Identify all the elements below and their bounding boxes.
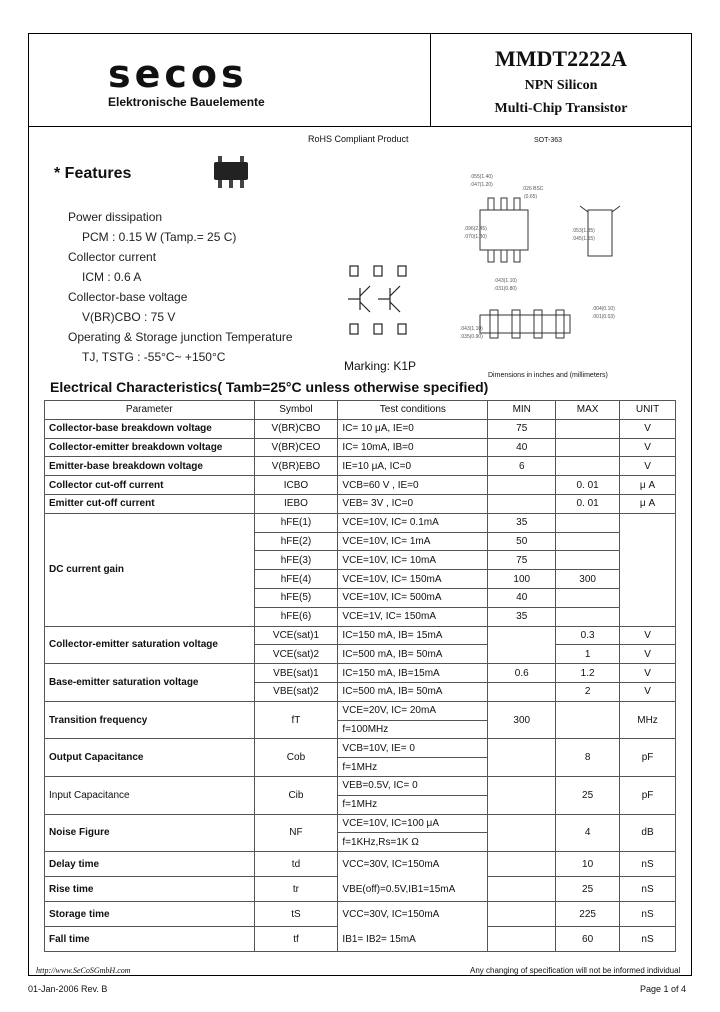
min-cell: 50 [488, 532, 556, 551]
param-cell-ft: Transition frequency [45, 701, 255, 739]
max-cell [556, 588, 620, 607]
min-cell: 35 [488, 607, 556, 626]
min-cell [488, 927, 556, 952]
max-cell [556, 532, 620, 551]
max-cell: 1 [556, 645, 620, 664]
switch-condition-4: IB1= IB2= 15mA [342, 933, 416, 945]
disclaimer: Any changing of specification will not be informed individual [470, 966, 681, 975]
feature-current-label: Collector current [68, 250, 157, 264]
max-cell [556, 438, 620, 457]
unit-cell: nS [620, 927, 676, 952]
switch-condition-3: VCC=30V, IC=150mA [342, 908, 440, 920]
min-cell [488, 814, 556, 852]
svg-text:.043(1.10): .043(1.10) [494, 278, 517, 284]
svg-text:.045(1.15): .045(1.15) [572, 236, 595, 242]
condition-cell: IC=150 mA, IB= 15mA [338, 626, 488, 645]
svg-text:.043(1.10): .043(1.10) [460, 326, 483, 332]
min-cell: 6 [488, 457, 556, 476]
unit-cell: V [620, 438, 676, 457]
param-cell-vcesat: Collector-emitter saturation voltage [45, 626, 255, 664]
package-label: SOT-363 [534, 137, 563, 144]
table-row [45, 852, 676, 877]
header-parameter: Parameter [45, 401, 255, 420]
svg-text:.004(0.10): .004(0.10) [592, 306, 615, 312]
feature-temp-label: Operating & Storage junction Temperature [68, 330, 293, 344]
company-tagline: Elektronische Bauelemente [108, 95, 265, 109]
condition-cell: VEB=0.5V, IC= 0 [338, 776, 488, 795]
header-conditions: Test conditions [338, 401, 488, 420]
param-cell: Emitter-base breakdown voltage [45, 457, 255, 476]
min-cell [488, 682, 556, 701]
condition-cell: VCE=10V, IC= 150mA [338, 570, 488, 589]
electrical-characteristics-table [44, 400, 676, 952]
table-row [45, 902, 676, 927]
features-title: * Features [54, 165, 132, 182]
unit-cell: V [620, 457, 676, 476]
min-cell: 0.6 [488, 664, 556, 683]
unit-cell: pF [620, 776, 676, 814]
unit-cell: pF [620, 739, 676, 777]
symbol-cell: V(BR)CEO [254, 438, 338, 457]
param-cell: Fall time [45, 927, 255, 952]
feature-current-value: ICM : 0.6 A [82, 270, 142, 284]
company-logo: secos [108, 52, 248, 96]
table-row [45, 626, 676, 645]
page-number: Page 1 of 4 [640, 984, 687, 994]
min-cell: 40 [488, 438, 556, 457]
symbol-cell: hFE(5) [254, 588, 338, 607]
min-cell [488, 902, 556, 927]
svg-text:.096(2.45): .096(2.45) [464, 226, 487, 232]
table-row [45, 776, 676, 795]
condition-cell: VCB=10V, IE= 0 [338, 739, 488, 758]
table-row [45, 739, 676, 758]
condition-cell: IC= 10mA, IB=0 [338, 438, 488, 457]
max-cell [556, 457, 620, 476]
header-unit: UNIT [620, 401, 676, 420]
circuit-schematic [340, 260, 420, 340]
condition-cell: VEB= 3V , IC=0 [338, 494, 488, 513]
condition-cell: VCE=10V, IC= 500mA [338, 588, 488, 607]
symbol-cell: Cib [254, 776, 338, 814]
condition-cell: IC= 10 μA, IE=0 [338, 419, 488, 438]
symbol-cell: hFE(3) [254, 551, 338, 570]
symbol-cell: IEBO [254, 494, 338, 513]
subtitle-type: Multi-Chip Transistor [494, 101, 628, 116]
condition-cell: VCE=10V, IC=100 μA [338, 814, 488, 833]
unit-cell: nS [620, 877, 676, 902]
param-cell: Rise time [45, 877, 255, 902]
max-cell [556, 551, 620, 570]
max-cell [556, 607, 620, 626]
condition-cell: IC=500 mA, IB= 50mA [338, 682, 488, 701]
symbol-cell: tf [254, 927, 338, 952]
condition-cell: f=1MHz [338, 795, 488, 814]
max-cell [556, 513, 620, 532]
unit-cell: nS [620, 852, 676, 877]
unit-cell: μ A [620, 494, 676, 513]
unit-cell [620, 513, 676, 626]
max-cell [556, 701, 620, 739]
unit-cell: V [620, 419, 676, 438]
feature-power-label: Power dissipation [68, 210, 163, 224]
website-link[interactable]: http://www.SeCoSGmbH.com [36, 966, 131, 975]
min-cell [488, 494, 556, 513]
electrical-characteristics-title: Electrical Characteristics( Tamb=25°C unless otherwise specified) [50, 379, 489, 395]
unit-cell: V [620, 664, 676, 683]
max-cell: 4 [556, 814, 620, 852]
unit-cell: dB [620, 814, 676, 852]
header-min: MIN [488, 401, 556, 420]
marking-label: Marking: K1P [344, 359, 417, 373]
condition-cell: VCE=10V, IC= 10mA [338, 551, 488, 570]
feature-voltage-value: V(BR)CBO : 75 V [82, 310, 176, 324]
dimension-note: Dimensions in inches and (millimeters) [488, 372, 608, 379]
max-cell: 10 [556, 852, 620, 877]
max-cell: 0. 01 [556, 476, 620, 495]
package-outline-drawing [460, 150, 640, 370]
max-cell: 25 [556, 776, 620, 814]
param-cell: Storage time [45, 902, 255, 927]
param-cell-cob: Output Capacitance [45, 739, 255, 777]
condition-cell: VCE=10V, IC= 1mA [338, 532, 488, 551]
max-cell: 225 [556, 902, 620, 927]
min-cell: 75 [488, 419, 556, 438]
symbol-cell: hFE(2) [254, 532, 338, 551]
svg-text:.047(1.20): .047(1.20) [470, 182, 493, 188]
svg-text:.035(0.90): .035(0.90) [460, 334, 483, 340]
min-cell [488, 852, 556, 877]
table-row [45, 419, 676, 438]
header-divider [28, 126, 692, 127]
param-cell: Collector cut-off current [45, 476, 255, 495]
param-cell: Delay time [45, 852, 255, 877]
symbol-cell: Cob [254, 739, 338, 777]
condition-cell: VCE=1V, IC= 150mA [338, 607, 488, 626]
min-cell: 300 [488, 701, 556, 739]
max-cell: 60 [556, 927, 620, 952]
part-number: MMDT2222A [495, 46, 627, 71]
condition-cell: f=1MHz [338, 758, 488, 777]
table-row [45, 494, 676, 513]
condition-cell-switch-1 [338, 852, 488, 902]
symbol-cell: VBE(sat)2 [254, 682, 338, 701]
symbol-cell: hFE(6) [254, 607, 338, 626]
switch-condition-2: VBE(off)=0.5V,IB1=15mA [342, 883, 456, 895]
revision-date: 01-Jan-2006 Rev. B [28, 984, 108, 994]
condition-cell: IE=10 μA, IC=0 [338, 457, 488, 476]
unit-cell: V [620, 626, 676, 645]
max-cell: 300 [556, 570, 620, 589]
switch-condition-1: VCC=30V, IC=150mA [342, 858, 440, 870]
param-cell-dc-gain: DC current gain [45, 513, 255, 626]
max-cell: 0. 01 [556, 494, 620, 513]
condition-cell: f=100MHz [338, 720, 488, 739]
table-header-row [45, 401, 676, 420]
min-cell [488, 626, 556, 664]
symbol-cell: V(BR)CBO [254, 419, 338, 438]
condition-cell: IC=150 mA, IB=15mA [338, 664, 488, 683]
feature-power-value: PCM : 0.15 W (Tamp.= 25 C) [82, 230, 237, 244]
symbol-cell: V(BR)EBO [254, 457, 338, 476]
max-cell: 8 [556, 739, 620, 777]
min-cell [488, 476, 556, 495]
symbol-cell: hFE(1) [254, 513, 338, 532]
param-cell-vbesat: Base-emitter saturation voltage [45, 664, 255, 702]
svg-text:.055(1.40): .055(1.40) [470, 174, 493, 180]
max-cell: 0.3 [556, 626, 620, 645]
symbol-cell: VCE(sat)2 [254, 645, 338, 664]
symbol-cell: VBE(sat)1 [254, 664, 338, 683]
min-cell [488, 877, 556, 902]
table-row [45, 476, 676, 495]
feature-temp-value: TJ, TSTG : -55°C~ +150°C [82, 350, 226, 364]
symbol-cell: ICBO [254, 476, 338, 495]
chip-package-icon [210, 156, 254, 192]
symbol-cell: VCE(sat)1 [254, 626, 338, 645]
param-cell: Collector-emitter breakdown voltage [45, 438, 255, 457]
table-row [45, 664, 676, 683]
svg-text:.026 BSC: .026 BSC [522, 186, 544, 192]
table-row [45, 701, 676, 720]
min-cell: 35 [488, 513, 556, 532]
rohs-label: RoHS Compliant Product [308, 134, 409, 144]
unit-cell: MHz [620, 701, 676, 739]
condition-cell: f=1KHz,Rs=1K Ω [338, 833, 488, 852]
symbol-cell: td [254, 852, 338, 877]
condition-cell: VCB=60 V , IE=0 [338, 476, 488, 495]
svg-text:(0.65): (0.65) [524, 194, 538, 200]
param-cell-cib: Input Capacitance [45, 776, 255, 814]
svg-text:.053(1.35): .053(1.35) [572, 228, 595, 234]
max-cell [556, 419, 620, 438]
svg-text:.031(0.80): .031(0.80) [494, 286, 517, 292]
max-cell: 25 [556, 877, 620, 902]
table-row [45, 457, 676, 476]
min-cell [488, 776, 556, 814]
header-symbol: Symbol [254, 401, 338, 420]
min-cell [488, 739, 556, 777]
symbol-cell: fT [254, 701, 338, 739]
subtitle-polarity: NPN Silicon [524, 78, 598, 93]
table-row [45, 438, 676, 457]
min-cell: 75 [488, 551, 556, 570]
svg-text:.001(0.03): .001(0.03) [592, 314, 615, 320]
condition-cell: IC=500 mA, IB= 50mA [338, 645, 488, 664]
unit-cell: V [620, 682, 676, 701]
feature-voltage-label: Collector-base voltage [68, 290, 188, 304]
header-max: MAX [556, 401, 620, 420]
svg-text:.070(1.80): .070(1.80) [464, 234, 487, 240]
table-row [45, 814, 676, 833]
max-cell: 1.2 [556, 664, 620, 683]
condition-cell-switch-2 [338, 902, 488, 952]
condition-cell: VCE=10V, IC= 0.1mA [338, 513, 488, 532]
unit-cell: μ A [620, 476, 676, 495]
min-cell: 100 [488, 570, 556, 589]
max-cell: 2 [556, 682, 620, 701]
symbol-cell: tS [254, 902, 338, 927]
param-cell: Collector-base breakdown voltage [45, 419, 255, 438]
param-cell: Emitter cut-off current [45, 494, 255, 513]
symbol-cell: NF [254, 814, 338, 852]
unit-cell: V [620, 645, 676, 664]
condition-cell: VCE=20V, IC= 20mA [338, 701, 488, 720]
min-cell: 40 [488, 588, 556, 607]
table-row [45, 513, 676, 532]
symbol-cell: tr [254, 877, 338, 902]
param-cell-nf: Noise Figure [45, 814, 255, 852]
unit-cell: nS [620, 902, 676, 927]
symbol-cell: hFE(4) [254, 570, 338, 589]
